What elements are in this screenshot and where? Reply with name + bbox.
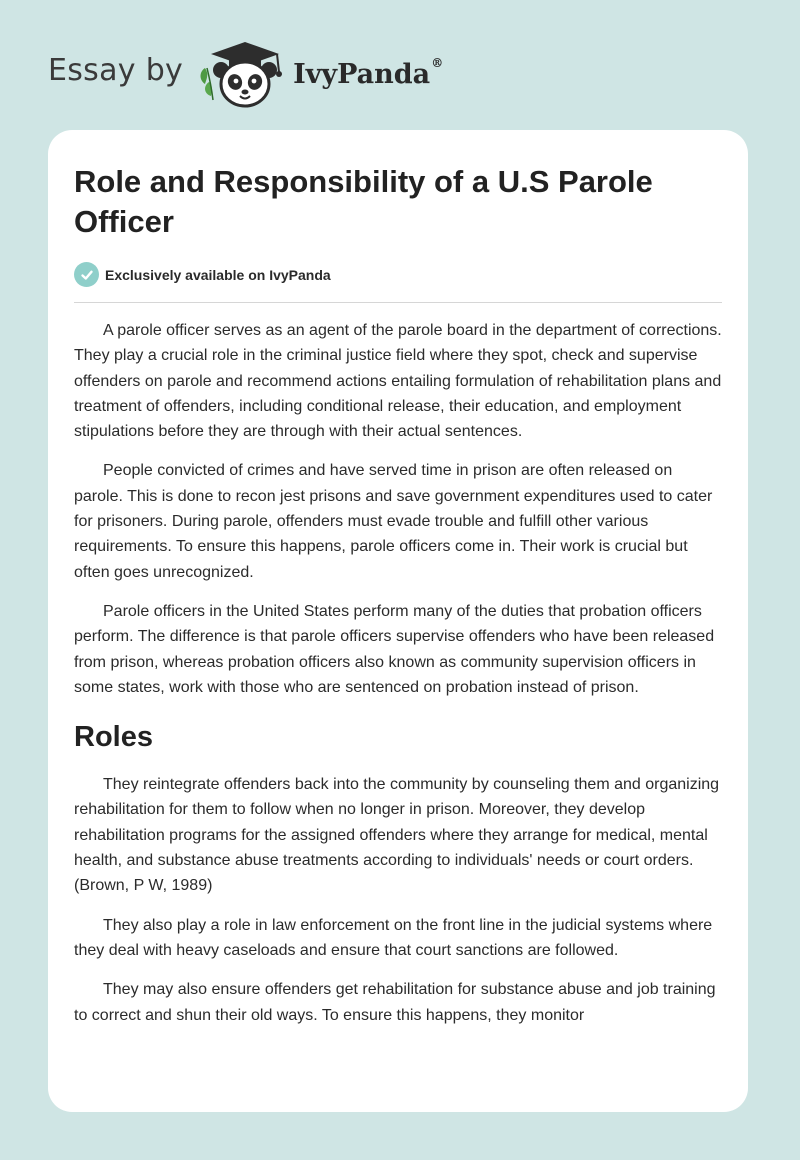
intro-paragraph-1: A parole officer serves as an agent of the parole board in the department of corrections. They play a crucial role in the criminal justice field where they spot, check and supervise offenders on parole and recommend actions entailing formulation of rehabilitation plans and treatment of offenders, including conditional release, their education, and employment stipulations before they are through with their actual sentences.: [74, 322, 722, 441]
roles-paragraph-2: They also play a role in law enforcement on the front line in the judicial systems where they deal with heavy caseloads and ensure that court sanctions are followed.: [74, 916, 713, 959]
exclusive-banner: [74, 262, 722, 303]
essay-card: [48, 130, 748, 1112]
brand-text: IvyPanda: [293, 58, 431, 90]
page-title: Role and Responsibility of a U.S Parole Officer: [74, 164, 653, 239]
intro-paragraph-3: Parole officers in the United States perform many of the duties that probation officers perform. The difference is that parole officers supervise offenders who have been released from prison, whereas probation officers also known as community supervision officers in some states, work with those who are sentenced on probation instead of prison.: [74, 602, 715, 696]
panda-graduate-icon[interactable]: [197, 38, 289, 108]
essay-by-label: Essay by: [48, 52, 184, 88]
registered-mark: ®: [431, 55, 444, 70]
brand-name[interactable]: [293, 55, 444, 90]
intro-paragraph-2: People convicted of crimes and have served time in prison are often released on parole. This is done to recon jest prisons and save government expenditures used to cater for prisoners. During parole, offenders must evade trouble and fulfill other various requirements. To ensure this happens, parole officers come in. Their work is crucial but often goes unrecognized.: [74, 462, 713, 581]
roles-paragraph-3: They may also ensure offenders get rehabilitation for substance abuse and job training to correct and shun their old ways. To ensure this happens, they monitor: [74, 981, 716, 1024]
roles-heading: Roles: [74, 721, 153, 754]
site-header: [48, 38, 443, 108]
exclusive-label: Exclusively available on IvyPanda: [105, 266, 331, 283]
roles-paragraph-1: They reintegrate offenders back into the community by counseling them and organizing rehabilitation for them to follow when no longer in prison. Moreover, they develop rehabilitation programs for the assigned offenders where they arrange for medical, mental health, and substance abuse treatments according to individuals' needs or court orders. (Brown, P W, 1989): [74, 776, 720, 895]
ivy-leaf-icon: [201, 68, 214, 100]
check-icon: [74, 262, 99, 287]
